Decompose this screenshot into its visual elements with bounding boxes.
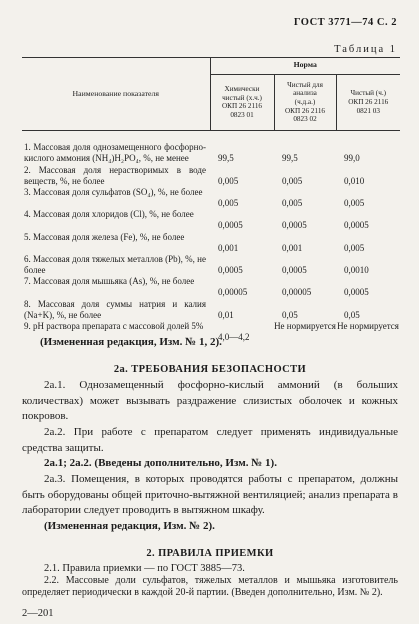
paragraph-2a-3: 2а.3. Помещения, в которых проводятся работы с препаратом, должны быть оборудованы общей приточно-вытяжной вентиляцией; анализ препарата в лаборатории следует проводить в вытяжном шкафу. — [22, 473, 398, 517]
paragraph-2a-2: 2а.2. При работе с препаратом следует применять индивидуальные средства защиты. — [22, 426, 398, 454]
table-row: 5. Массовая доля железа (Fe), %, не более 0,001 0,001 0,005 — [24, 231, 365, 253]
section-2a-title: 2а. ТРЕБОВАНИЯ БЕЗОПАСНОСТИ — [113, 364, 307, 375]
amendment-note-2: (Измененная редакция, Изм. № 2). — [44, 520, 215, 532]
table-caption: Таблица 1 — [334, 44, 397, 55]
page-header: ГОСТ 3771—74 С. 2 — [293, 17, 397, 28]
paragraph-2-2: 2.2. Массовые доли сульфатов, тяжелых металлов и мышьяка изготовитель определяет периодически в каждой 20-й партии. (Введен дополнительно, Изм. № 2). — [22, 575, 398, 598]
norms-table — [22, 57, 400, 343]
table-row: 6. Массовая доля тяжелых металлов (Pb), %, не более 0,0005 0,0005 0,0010 — [24, 253, 369, 275]
amendment-note: (Измененная редакция, Изм. № 1, 2). — [40, 336, 222, 348]
table-row: 1. Массовая доля однозамещенного фосфорно-кислого аммония (NH₄)H₂PO₄, %, не менее 99,5 99,5 99,0 — [24, 142, 360, 164]
table-row: 9. pH раствора препарата с массовой долей 5% 4,0—4,2 Не нормируется Не нормируется — [24, 321, 399, 342]
paragraph-2-note: (Введен дополнительно, Изм. № 2). — [231, 587, 383, 598]
table-row: 2. Массовая доля нерастворимых в воде веществ, %, не более 0,005 0,005 0,010 — [24, 164, 365, 186]
section-2-title: 2. ПРАВИЛА ПРИЕМКИ — [146, 548, 274, 559]
norm-group-header: Норма — [210, 58, 400, 75]
paragraph-2a-note: 2а.1; 2а.2. (Введены дополнительно, Изм. № 1). — [44, 457, 277, 469]
col-header-1: Химически чистый (х.ч.) ОКП 26 2116 0823 01 — [210, 74, 274, 130]
paragraph-2a-1: 2а.1. Однозамещенный фосфорно-кислый аммоний (в больших количествах) может вызывать раздражение слизистых оболочек и кожных покровов. — [22, 379, 398, 423]
col-header-3: Чистый (ч.) ОКП 26 2116 0821 03 — [336, 74, 400, 130]
paragraph-2-1: 2.1. Правила приемки — по ГОСТ 3885—73. — [44, 563, 245, 574]
table-row: 8. Массовая доля суммы натрия и калия (Na+K), %, не более 0,01 0,05 0,05 — [24, 298, 360, 320]
table-row: 7. Массовая доля мышьяка (As), %, не более 0,00005 0,00005 0,0005 — [24, 276, 369, 298]
table-row: 4. Массовая доля хлоридов (Cl), %, не более 0,0005 0,0005 0,0005 — [24, 209, 369, 231]
name-column-header: Наименование показателя — [22, 58, 210, 131]
col-header-2: Чистый для анализа (ч.д.а.) ОКП 26 2116 0823 02 — [274, 74, 336, 130]
table-row: 3. Массовая доля сульфатов (SO₄), %, не более 0,005 0,005 0,005 — [24, 187, 365, 208]
page-footer: 2—201 — [22, 608, 54, 619]
